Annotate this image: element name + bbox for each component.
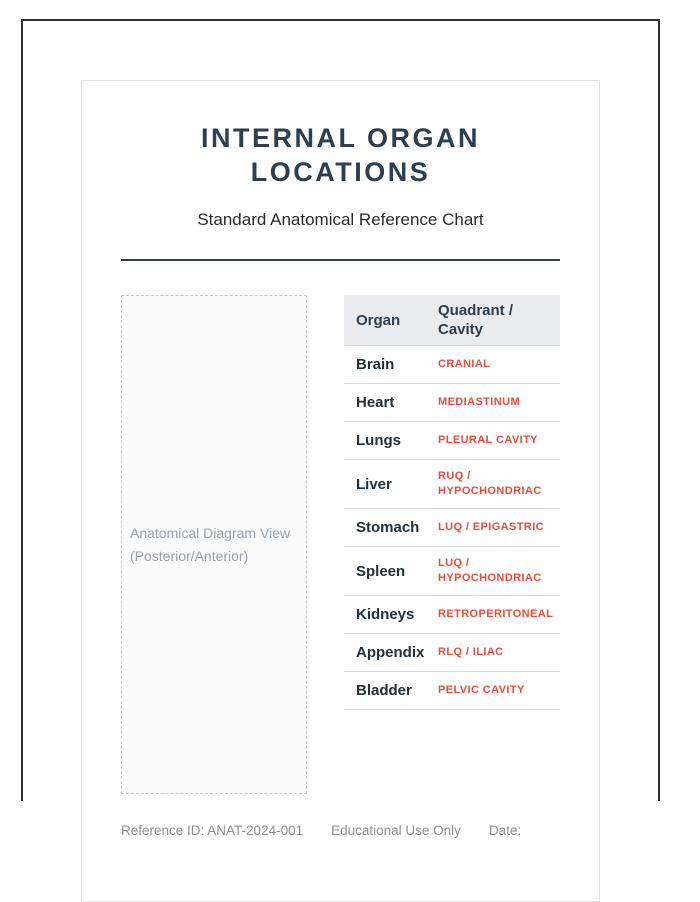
table-row bbox=[344, 422, 560, 460]
organ-location-table bbox=[344, 295, 560, 710]
page-subtitle: Standard Anatomical Reference Chart bbox=[197, 210, 484, 229]
footer-reference-id: Reference ID: ANAT-2024-001 bbox=[121, 823, 304, 838]
organ-name: Bladder bbox=[344, 672, 426, 710]
organ-name: Appendix bbox=[344, 634, 426, 672]
footer-usage-note: Educational Use Only bbox=[331, 823, 461, 838]
organ-location: LUQ / HYPOCHONDRIAC bbox=[426, 547, 560, 596]
table-row bbox=[344, 509, 560, 547]
title-divider bbox=[121, 259, 560, 261]
footer-date-label: Date: bbox=[488, 823, 522, 838]
organ-location: LUQ / EPIGASTRIC bbox=[426, 509, 560, 547]
organ-name: Spleen bbox=[344, 547, 426, 596]
organ-name: Lungs bbox=[344, 422, 426, 460]
table-row bbox=[344, 547, 560, 596]
table-row bbox=[344, 460, 560, 509]
column-header-organ: Organ bbox=[344, 295, 426, 346]
placeholder-text-line1: Anatomical Diagram View bbox=[130, 524, 291, 541]
table-row bbox=[344, 596, 560, 634]
table-row bbox=[344, 672, 560, 710]
organ-name: Kidneys bbox=[344, 596, 426, 634]
organ-name: Liver bbox=[344, 460, 426, 509]
document-footer bbox=[121, 821, 560, 841]
organ-location: PELVIC CAVITY bbox=[426, 672, 560, 710]
organ-location: PLEURAL CAVITY bbox=[426, 422, 560, 460]
organ-name: Heart bbox=[344, 384, 426, 422]
placeholder-text-line2: (Posterior/Anterior) bbox=[130, 547, 249, 564]
document-card bbox=[81, 80, 600, 902]
organ-name: Stomach bbox=[344, 509, 426, 547]
page-frame bbox=[21, 19, 660, 838]
anatomical-diagram-placeholder bbox=[121, 295, 307, 794]
organ-name: Brain bbox=[344, 346, 426, 384]
table-row bbox=[344, 346, 560, 384]
table-row bbox=[344, 634, 560, 672]
table-header-row bbox=[344, 295, 560, 346]
table-row bbox=[344, 384, 560, 422]
organ-location: RLQ / ILIAC bbox=[426, 634, 560, 672]
column-header-quadrant: Quadrant / Cavity bbox=[426, 295, 560, 346]
content-row bbox=[121, 295, 560, 794]
page-title: INTERNAL ORGAN LOCATIONS bbox=[200, 123, 480, 187]
organ-location: RUQ / HYPOCHONDRIAC bbox=[426, 460, 560, 509]
organ-location: MEDIASTINUM bbox=[426, 384, 560, 422]
organ-location: CRANIAL bbox=[426, 346, 560, 384]
organ-location: RETROPERITONEAL bbox=[426, 596, 560, 634]
